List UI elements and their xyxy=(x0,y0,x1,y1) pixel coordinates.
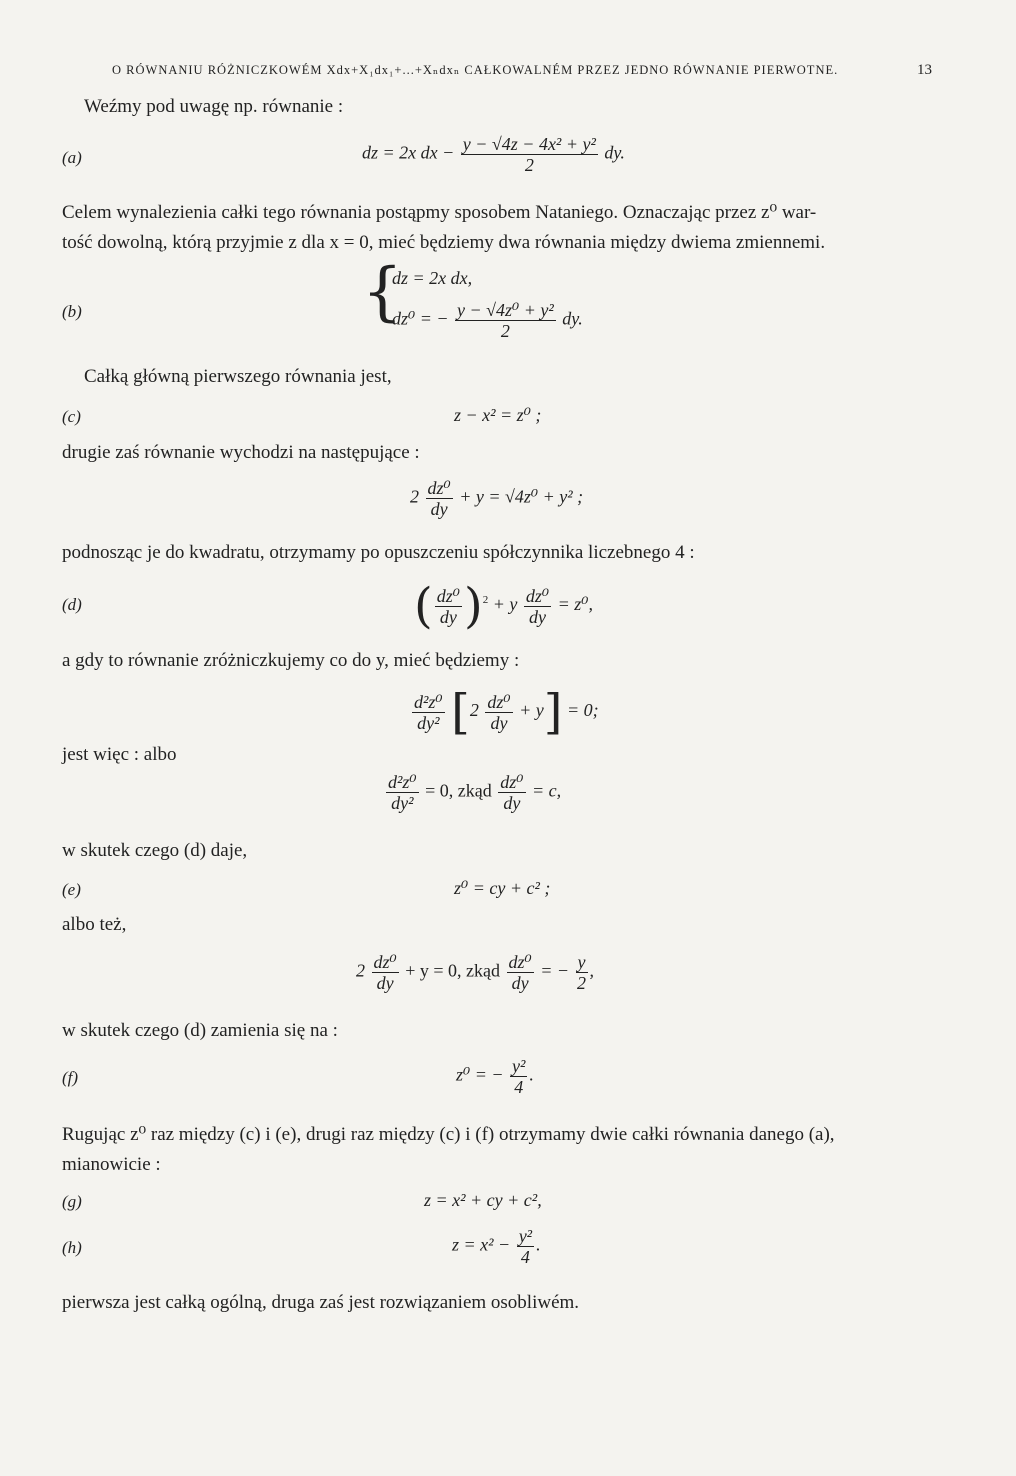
paragraph-main-integral: Całką główną pierwszego równania jest, xyxy=(84,366,392,387)
paragraph-conclusion: pierwsza jest całką ogólną, druga zaś jest rozwiązaniem osobliwém. xyxy=(62,1292,580,1313)
fraction: $\frac{\text{dz⁰}}{dy}$ xyxy=(487,691,511,733)
equation-label-c: (c) xyxy=(62,407,81,426)
paragraph-or: albo też, xyxy=(62,914,127,935)
fraction: $\frac{y}{2}$ xyxy=(577,952,587,993)
paragraph-second-eq: drugie zaś równanie wychodzi na następujące : xyxy=(62,442,420,463)
equation-c: z − x² = z⁰ ; xyxy=(454,405,542,425)
paragraph-method: Celem wynalezienia całki tego równania postąpmy sposobem Nataniego. Oznaczając przez z⁰ war- tość dowolną, którą przyjmie z dla x = 0, mieć będziemy dwa równania między dwiema zmiennemi. xyxy=(62,202,826,253)
equation-b1: dz = 2x dx, xyxy=(392,268,473,288)
header-title: O RÓWNANIU RÓŻNICZKOWÉM Xdx+X₁dx₁+...+Xₙdxₙ CAŁKOWALNÉM PRZEZ JEDNO RÓWNANIE PIERWOTNE. xyxy=(112,63,839,77)
equation-d: ( $\frac{\text{dz⁰}}{dy}$ )$^2$ + y $\frac{\text{dz⁰}}{dy}$ = z⁰, xyxy=(414,578,593,634)
running-header xyxy=(112,62,932,78)
equation-unnumbered-1: 2 $\frac{\text{dz⁰}}{dy}$ + y = √4z⁰ + y² ; xyxy=(410,478,584,519)
equation-differentiated: $\frac{\text{d²z⁰}}{\text{dy²}}$ [2 $\frac{\text{dz⁰}}{dy}$ + y] = 0; xyxy=(414,684,599,740)
fraction: $\frac{\text{dz⁰}}{dy}$ xyxy=(525,585,550,627)
equation-label-e: (e) xyxy=(62,880,81,899)
paragraph-consequence-d: w skutek czego (d) daje, xyxy=(62,840,248,861)
fraction: $\frac{\text{y²}}{4}$ xyxy=(518,1226,533,1267)
paragraph-either: jest więc : albo xyxy=(62,744,177,765)
equation-e: z⁰ = cy + c² ; xyxy=(454,878,551,898)
fraction: $\frac{\text{d²z⁰}}{\text{dy²}}$ xyxy=(414,691,443,733)
fraction: $\frac{\text{d²z⁰}}{\text{dy²}}$ xyxy=(388,772,417,813)
equation-label-a: (a) xyxy=(62,148,82,167)
paragraph-intro: Weźmy pod uwagę np. równanie : xyxy=(84,96,344,117)
equation-b2: dz⁰ = − $\frac{\text{y − √4z⁰ + y²}}{2}$ dy. xyxy=(392,300,583,341)
equation-label-d: (d) xyxy=(62,595,82,614)
fraction: $\frac{\text{dz⁰}}{dy}$ xyxy=(436,585,460,627)
fraction: $\frac{\text{dz⁰}}{dy}$ xyxy=(508,952,532,993)
fraction: $\frac{\text{y − √4z⁰ + y²}}{2}$ xyxy=(457,300,554,341)
equation-g: z = x² + cy + c², xyxy=(424,1190,542,1210)
equation-label-b: (b) xyxy=(62,302,82,321)
fraction: $\frac{\text{y − √4z − 4x² + y²}}{2}$ xyxy=(462,134,596,175)
equation-f: z⁰ = − $\frac{\text{y²}}{4}$ . xyxy=(456,1056,534,1097)
paragraph-differentiate: a gdy to równanie zróżniczkujemy co do y, mieć będziemy : xyxy=(62,650,520,671)
fraction: $\frac{\text{dz⁰}}{dy}$ xyxy=(427,478,451,519)
page-number: 13 xyxy=(917,62,932,78)
fraction: $\frac{\text{dz⁰}}{dy}$ xyxy=(373,952,397,993)
equation-a: dz = 2x dx − $\frac{\text{y − √4z − 4x² + y²}}{2}$ dy. xyxy=(362,134,625,175)
fraction: $\frac{\text{dz⁰}}{dy}$ xyxy=(500,772,524,813)
equation-label-f: (f) xyxy=(62,1068,79,1087)
fraction: $\frac{\text{y²}}{4}$ xyxy=(512,1056,526,1097)
equation-alternative-1: $\frac{\text{d²z⁰}}{\text{dy²}}$ = 0, zkąd $\frac{\text{dz⁰}}{dy}$ = c, xyxy=(388,772,562,813)
equation-alternative-2: 2 $\frac{\text{dz⁰}}{dy}$ + y = 0, zkąd $\frac{\text{dz⁰}}{dy}$ = − $\frac{y}{2}$ , xyxy=(356,952,595,993)
equation-h: z = x² − $\frac{\text{y²}}{4}$ . xyxy=(452,1226,541,1267)
equation-label-h: (h) xyxy=(62,1238,82,1257)
paragraph-squaring: podnosząc je do kwadratu, otrzymamy po opuszczeniu spółczynnika liczebnego 4 : xyxy=(62,542,695,563)
paragraph-eliminating: Rugując z⁰ raz między (c) i (e), drugi raz między (c) i (f) otrzymamy dwie całki równania danego (a), mianowicie : xyxy=(62,1124,835,1175)
equation-label-g: (g) xyxy=(62,1192,82,1211)
paragraph-d-becomes: w skutek czego (d) zamienia się na : xyxy=(62,1020,338,1041)
system-brace: { xyxy=(362,255,403,329)
